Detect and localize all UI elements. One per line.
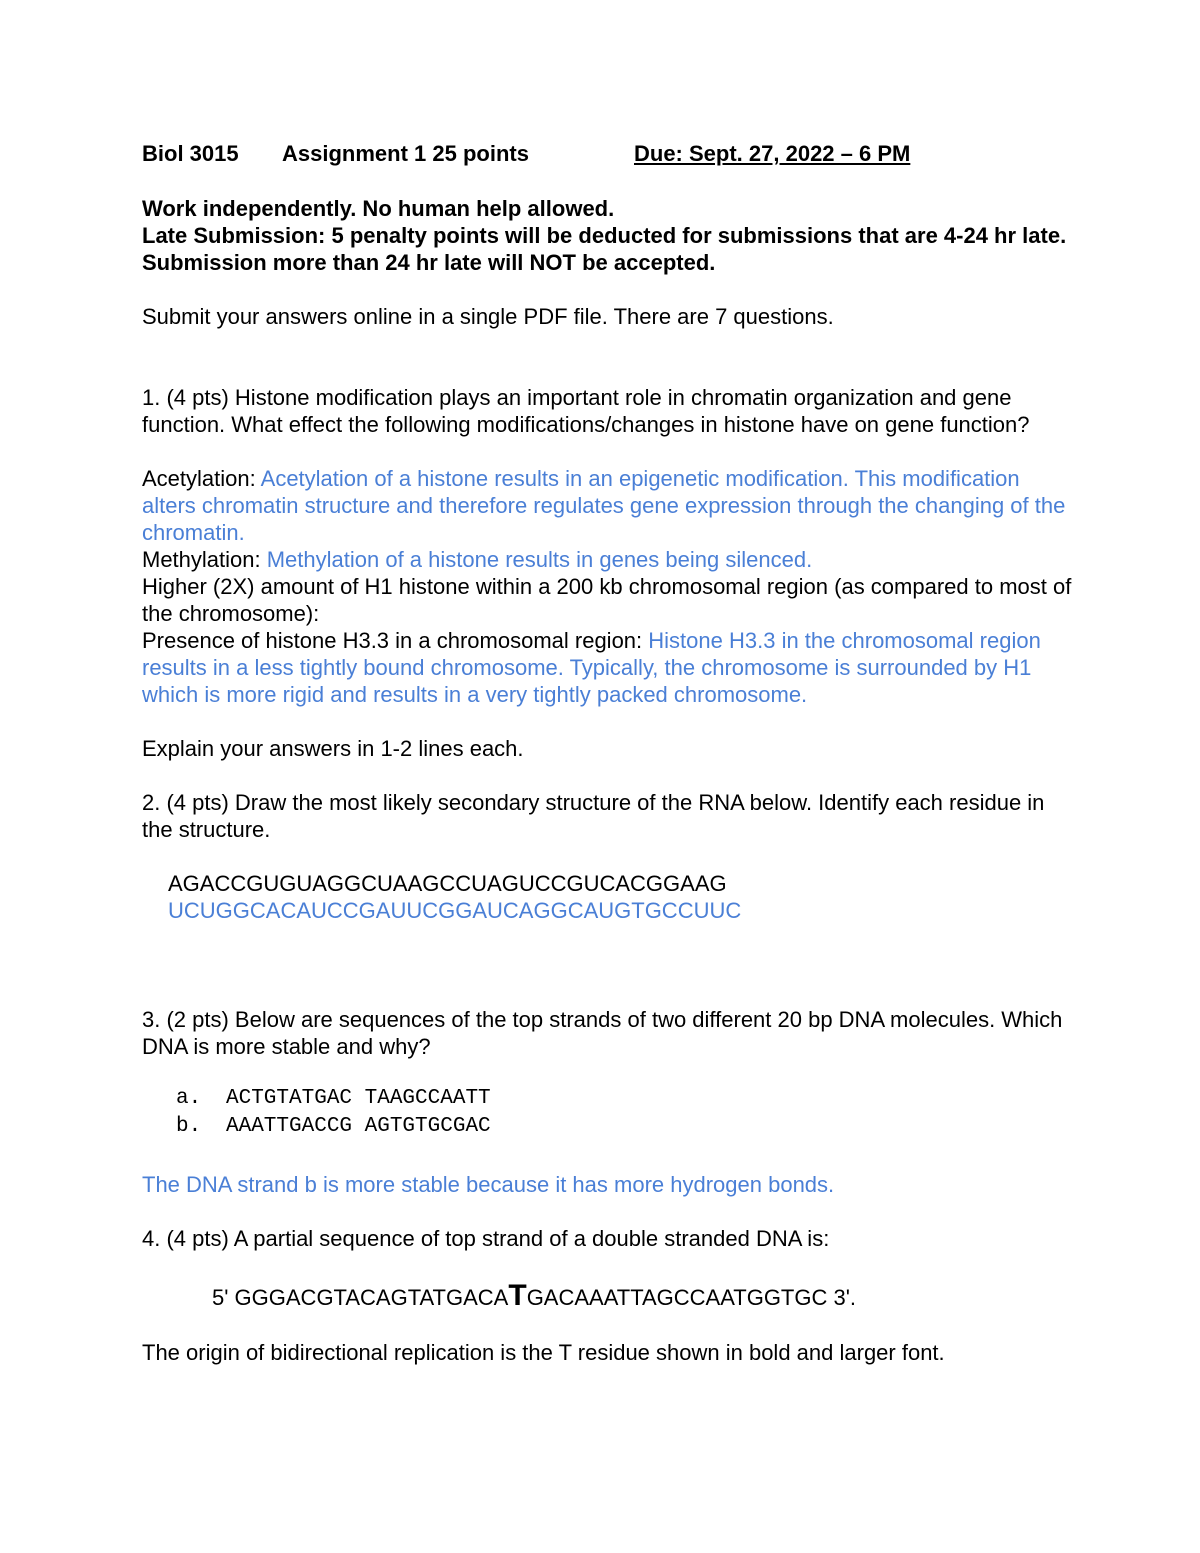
dna-partial-sequence xyxy=(142,1279,1072,1312)
dna-seq-before: 5' GGGACGTACAGTATGACA xyxy=(212,1285,509,1310)
dna-options-list xyxy=(142,1085,1072,1141)
rna-sequence: AGACCGUGUAGGCUAAGCCUAGUCCGUCACGGAAG xyxy=(168,871,727,896)
h33-answer: Histone H3.3 in the chromosomal region results in a less tightly bound chromosome. Typically, the chromosome is surrounded by H1 which is more rigid and results in a very tightly packed chromosome. xyxy=(142,628,1041,707)
question-4-prompt: 4. (4 pts) A partial sequence of top strand of a double stranded DNA is: xyxy=(142,1226,830,1251)
option-sequence: ACTGTATGAC TAAGCCAATT xyxy=(226,1087,491,1110)
h33-label: Presence of histone H3.3 in a chromosomal region: xyxy=(142,628,649,653)
rule-independent: Work independently. No human help allowed. xyxy=(142,196,615,221)
option-sequence: AAATTGACCG AGTGTGCGAC xyxy=(226,1115,491,1138)
dna-seq-after: GACAAATTAGCCAATGGTGC 3'. xyxy=(526,1285,857,1310)
acetylation-answer: Acetylation of a histone results in an epigenetic modification. This modification alters chromatin structure and therefore regulates gene expression through the changing of the chromatin. xyxy=(142,466,1066,545)
q1-h33-histone xyxy=(142,627,1072,708)
due-date: Due: Sept. 27, 2022 – 6 PM xyxy=(634,141,911,166)
origin-residue: T xyxy=(508,1279,527,1312)
question-1-prompt: 1. (4 pts) Histone modification plays an important role in chromatin organization and gene function. What effect the following modifications/changes in histone have on gene function? xyxy=(142,385,1030,437)
origin-note: The origin of bidirectional replication is the T residue shown in bold and larger font. xyxy=(142,1340,945,1365)
list-item xyxy=(142,1085,1072,1113)
course-code: Biol 3015 xyxy=(142,141,239,166)
acetylation-label: Acetylation: xyxy=(142,466,261,491)
q1-h1-histone: Higher (2X) amount of H1 histone within a 200 kb chromosomal region (as compared to most of the chromosome): xyxy=(142,574,1072,626)
q1-methylation xyxy=(142,546,1072,573)
assignment-header xyxy=(142,140,1072,170)
option-marker: b. xyxy=(176,1115,202,1138)
question-3-answer: The DNA strand b is more stable because it has more hydrogen bonds. xyxy=(142,1172,835,1197)
question-2-prompt: 2. (4 pts) Draw the most likely secondary structure of the RNA below. Identify each residue in the structure. xyxy=(142,790,1045,842)
assignment-page xyxy=(142,140,1072,1366)
list-item xyxy=(142,1113,1072,1141)
question-3-prompt: 3. (2 pts) Below are sequences of the top strands of two different 20 bp DNA molecules. Which DNA is more stable and why? xyxy=(142,1007,1063,1059)
q1-acetylation xyxy=(142,465,1072,546)
option-marker: a. xyxy=(176,1087,202,1110)
q1-explain-instruction: Explain your answers in 1-2 lines each. xyxy=(142,736,524,761)
rule-late-submission: Late Submission: 5 penalty points will be deducted for submissions that are 4-24 hr late. Submission more than 24 hr late will NOT be accepted. xyxy=(142,223,1067,275)
submission-instructions: Submit your answers online in a single PDF file. There are 7 questions. xyxy=(142,304,834,329)
methylation-answer: Methylation of a histone results in genes being silenced. xyxy=(266,547,813,572)
methylation-label: Methylation: xyxy=(142,547,267,572)
assignment-title: Assignment 1 25 points xyxy=(282,141,529,166)
rna-complement-answer: UCUGGCACAUCCGAUUCGGAUCAGGCAUGTGCCUUC xyxy=(168,898,742,923)
